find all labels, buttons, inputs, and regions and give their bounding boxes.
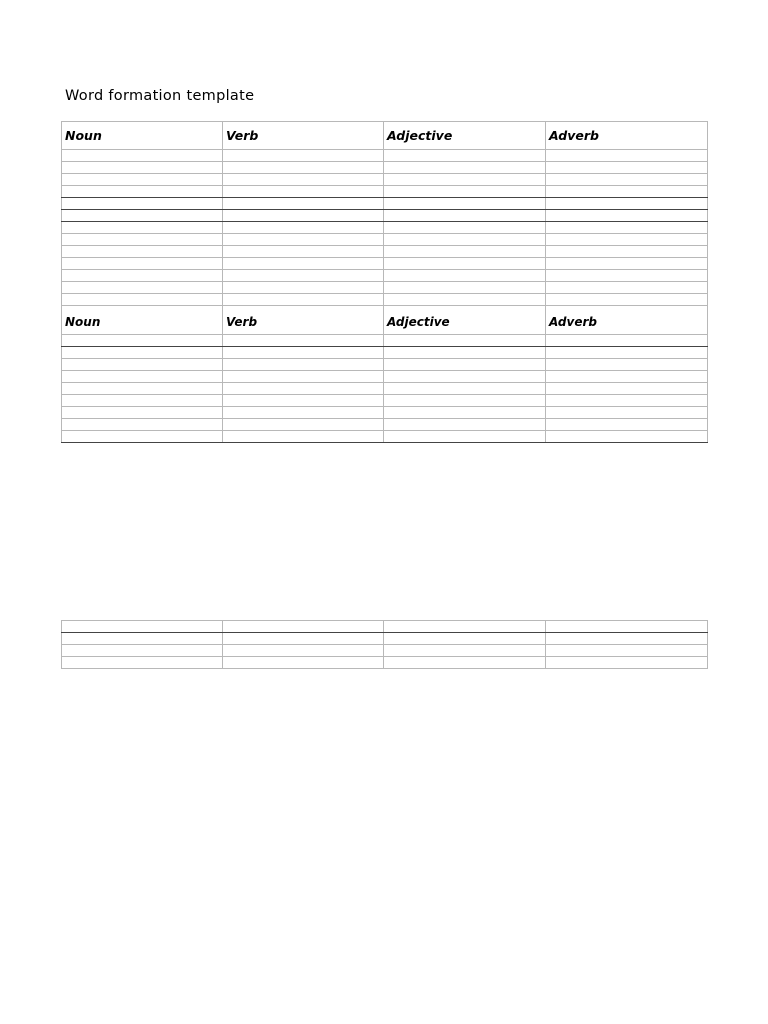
- table-cell[interactable]: [62, 282, 223, 294]
- table-row: [62, 282, 708, 294]
- table-cell[interactable]: [546, 186, 708, 198]
- table-header-row-second: [62, 306, 708, 335]
- table-cell[interactable]: [384, 383, 546, 395]
- table-cell[interactable]: [546, 621, 708, 633]
- header-adjective: Adjective: [384, 122, 546, 150]
- table-cell[interactable]: [546, 174, 708, 186]
- table-cell[interactable]: [62, 431, 223, 443]
- table-cell[interactable]: [223, 371, 384, 383]
- table-row: [62, 347, 708, 359]
- table-cell[interactable]: [546, 246, 708, 258]
- table-cell[interactable]: [384, 335, 546, 347]
- table-cell[interactable]: [223, 174, 384, 186]
- table-cell[interactable]: [546, 234, 708, 246]
- table-cell[interactable]: [62, 210, 223, 222]
- table-cell[interactable]: [62, 633, 223, 645]
- header-noun-second: Noun: [62, 306, 223, 335]
- table-cell[interactable]: [384, 645, 546, 657]
- table-cell[interactable]: [384, 222, 546, 234]
- table-cell[interactable]: [546, 371, 708, 383]
- header-noun: Noun: [62, 122, 223, 150]
- table-cell[interactable]: [546, 407, 708, 419]
- table-cell[interactable]: [384, 246, 546, 258]
- table-row: [62, 657, 708, 669]
- table-cell[interactable]: [546, 633, 708, 645]
- table-cell[interactable]: [384, 294, 546, 306]
- table-row: [62, 335, 708, 347]
- table-row: [62, 162, 708, 174]
- table-cell[interactable]: [62, 621, 223, 633]
- table-cell[interactable]: [546, 294, 708, 306]
- table-cell[interactable]: [62, 258, 223, 270]
- table-cell[interactable]: [546, 395, 708, 407]
- table-cell[interactable]: [62, 359, 223, 371]
- table-cell[interactable]: [223, 234, 384, 246]
- table-header-row: [62, 122, 708, 150]
- table-cell[interactable]: [223, 294, 384, 306]
- table-cell[interactable]: [384, 282, 546, 294]
- table-cell[interactable]: [223, 621, 384, 633]
- table-cell[interactable]: [384, 359, 546, 371]
- table-cell[interactable]: [546, 657, 708, 669]
- table-cell[interactable]: [62, 186, 223, 198]
- table-cell[interactable]: [384, 186, 546, 198]
- page-title: Word formation template: [65, 88, 255, 104]
- table-cell[interactable]: [384, 270, 546, 282]
- table-row: [62, 371, 708, 383]
- table-cell[interactable]: [223, 419, 384, 431]
- table-row: [62, 407, 708, 419]
- table-cell[interactable]: [223, 407, 384, 419]
- table-cell[interactable]: [223, 150, 384, 162]
- table-cell[interactable]: [546, 150, 708, 162]
- table-row: [62, 294, 708, 306]
- table-cell[interactable]: [223, 657, 384, 669]
- table-cell[interactable]: [384, 150, 546, 162]
- table-row: [62, 234, 708, 246]
- table-cell[interactable]: [384, 621, 546, 633]
- table-cell[interactable]: [546, 258, 708, 270]
- table-cell[interactable]: [384, 431, 546, 443]
- table-row: [62, 621, 708, 633]
- table-cell[interactable]: [223, 431, 384, 443]
- table-row: [62, 150, 708, 162]
- table-cell[interactable]: [62, 246, 223, 258]
- table-cell[interactable]: [223, 633, 384, 645]
- table-row: [62, 174, 708, 186]
- table-cell[interactable]: [62, 645, 223, 657]
- table-cell[interactable]: [223, 222, 384, 234]
- table-cell[interactable]: [62, 174, 223, 186]
- table-cell[interactable]: [62, 198, 223, 210]
- table-cell[interactable]: [62, 222, 223, 234]
- table-cell[interactable]: [223, 282, 384, 294]
- table-cell[interactable]: [223, 347, 384, 359]
- table-cell[interactable]: [223, 645, 384, 657]
- table-cell[interactable]: [62, 270, 223, 282]
- table-cell[interactable]: [384, 407, 546, 419]
- header-adjective-second: Adjective: [384, 306, 546, 335]
- table-cell[interactable]: [62, 234, 223, 246]
- header-adverb: Adverb: [546, 122, 708, 150]
- table-cell[interactable]: [62, 150, 223, 162]
- table-cell[interactable]: [384, 234, 546, 246]
- table-cell[interactable]: [223, 335, 384, 347]
- table-cell[interactable]: [546, 198, 708, 210]
- table-cell[interactable]: [62, 395, 223, 407]
- table-cell[interactable]: [546, 347, 708, 359]
- table-cell[interactable]: [62, 162, 223, 174]
- table-row: [62, 419, 708, 431]
- table-cell[interactable]: [223, 246, 384, 258]
- table-cell[interactable]: [223, 270, 384, 282]
- table-row: [62, 431, 708, 443]
- table-cell[interactable]: [384, 174, 546, 186]
- table-cell[interactable]: [546, 210, 708, 222]
- table-row: [62, 210, 708, 222]
- table-cell[interactable]: [62, 347, 223, 359]
- table-cell[interactable]: [546, 270, 708, 282]
- table-cell[interactable]: [546, 282, 708, 294]
- table-row: [62, 270, 708, 282]
- table-cell[interactable]: [223, 258, 384, 270]
- table-row: [62, 633, 708, 645]
- table-cell[interactable]: [223, 198, 384, 210]
- word-formation-table-extra: [61, 620, 708, 669]
- table-cell[interactable]: [546, 419, 708, 431]
- table-row: [62, 198, 708, 210]
- table-cell[interactable]: [546, 359, 708, 371]
- table-cell[interactable]: [223, 383, 384, 395]
- table-row: [62, 383, 708, 395]
- table-row: [62, 645, 708, 657]
- table-cell[interactable]: [384, 657, 546, 669]
- table-row: [62, 186, 708, 198]
- table-cell[interactable]: [384, 347, 546, 359]
- table-cell[interactable]: [223, 359, 384, 371]
- table-cell[interactable]: [223, 395, 384, 407]
- table-cell[interactable]: [384, 395, 546, 407]
- table-cell[interactable]: [384, 258, 546, 270]
- table-cell[interactable]: [546, 431, 708, 443]
- table-cell[interactable]: [546, 645, 708, 657]
- table-cell[interactable]: [62, 335, 223, 347]
- table-cell[interactable]: [384, 633, 546, 645]
- table-row: [62, 359, 708, 371]
- table-cell[interactable]: [384, 162, 546, 174]
- table-cell[interactable]: [62, 407, 223, 419]
- word-formation-table: [61, 121, 708, 443]
- table-cell[interactable]: [62, 383, 223, 395]
- table-cell[interactable]: [546, 162, 708, 174]
- table-cell[interactable]: [62, 419, 223, 431]
- table-row: [62, 258, 708, 270]
- header-adverb-second: Adverb: [546, 306, 708, 335]
- table-cell[interactable]: [62, 294, 223, 306]
- table-cell[interactable]: [384, 210, 546, 222]
- table-cell[interactable]: [223, 162, 384, 174]
- table-cell[interactable]: [384, 198, 546, 210]
- table-cell[interactable]: [62, 657, 223, 669]
- header-verb: Verb: [223, 122, 384, 150]
- table-cell[interactable]: [384, 371, 546, 383]
- table-row: [62, 246, 708, 258]
- table-cell[interactable]: [223, 186, 384, 198]
- table-cell[interactable]: [62, 371, 223, 383]
- table-cell[interactable]: [546, 222, 708, 234]
- table-cell[interactable]: [223, 210, 384, 222]
- header-verb-second: Verb: [223, 306, 384, 335]
- table-cell[interactable]: [546, 383, 708, 395]
- table-row: [62, 222, 708, 234]
- table-cell[interactable]: [384, 419, 546, 431]
- table-row: [62, 395, 708, 407]
- table-cell[interactable]: [546, 335, 708, 347]
